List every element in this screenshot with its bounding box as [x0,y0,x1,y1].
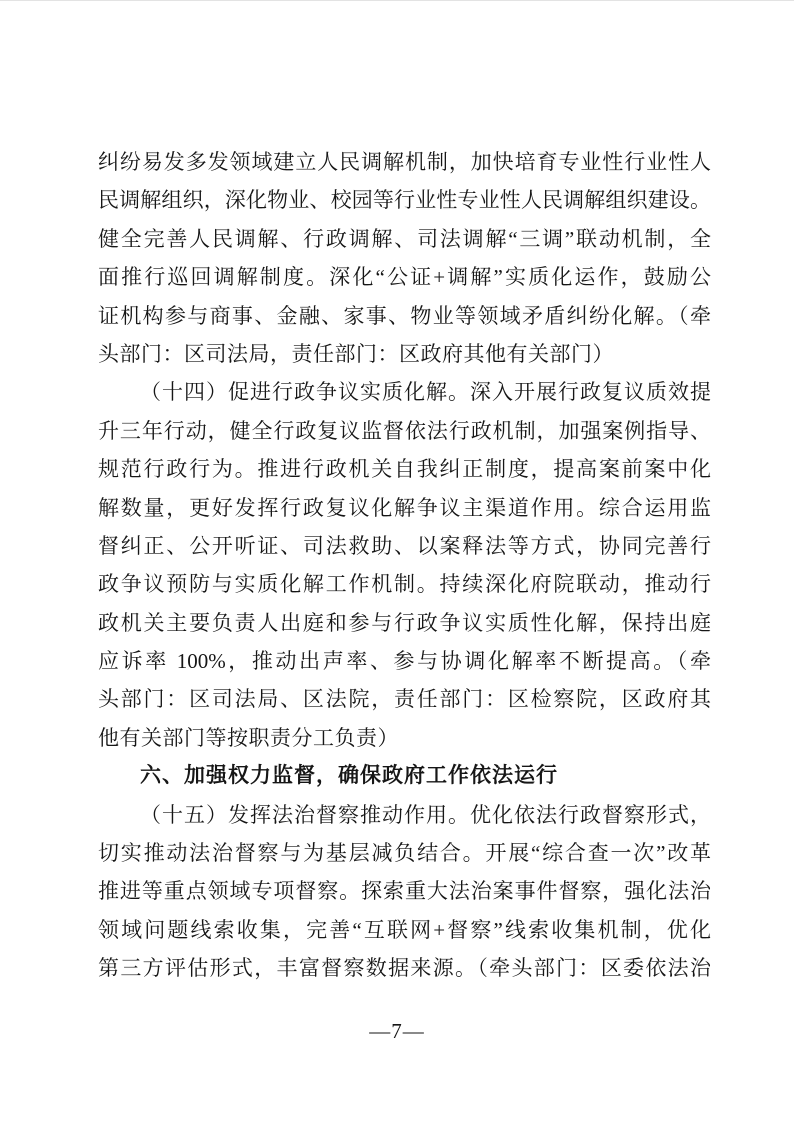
document-text-block [98,143,711,988]
section-heading-6 [98,757,711,795]
text-line: 规范行政行为。推进行政机关自我纠正制度，提高案前案中化 [98,457,711,482]
text-line [98,373,711,411]
text-line: 政机关主要负责人出庭和参与行政争议实质性化解，保持出庭 [98,610,711,635]
text-line: 纠纷易发多发领域建立人民调解机制，加快培育专业性行业性人 [98,150,711,174]
text-line: 推进等重点领域专项督察。探索重大法治案事件督察，强化法治 [98,879,711,904]
text-line: 升三年行动，健全行政复议监督依法行政机制，加强案例指导、 [98,418,711,443]
text-line: 证机构参与商事、金融、家事、物业等领域矛盾纠纷化解。（牵 [98,303,711,328]
paragraph-clause-15 [98,796,711,988]
text-line: 切实推动法治督察与为基层减负结合。开展“综合查一次”改革 [98,841,711,866]
text-line: 头部门：区司法局、区法院，责任部门：区检察院，区政府其 [98,687,711,712]
scan-edge-line [0,0,794,1]
text-line: 头部门：区司法局，责任部门：区政府其他有关部门） [98,341,614,366]
text-line: 政争议预防与实质化解工作机制。持续深化府院联动，推动行 [98,572,711,597]
clause-body-text: 优化依法行政督察形式， [470,802,711,827]
page-number: —7— [369,1019,425,1043]
text-line: 第三方评估形式，丰富督察数据来源。（牵头部门：区委依法治 [98,956,711,981]
text-line: 他有关部门等按职责分工负责） [98,725,399,750]
section-heading-line: 六、加强权力监督，确保政府工作依法运行 [140,764,558,788]
text-line: 解数量，更好发挥行政复议化解争议主渠道作用。综合运用监 [98,495,711,520]
text-line: 应诉率 100%，推动出声率、参与协调化解率不断提高。（牵 [98,649,711,674]
clause-body-text: 深入开展行政复议质效提 [470,380,711,405]
text-line: 督纠正、公开听证、司法救助、以案释法等方式，协同完善行 [98,533,711,558]
text-line: 面推行巡回调解制度。深化“公证+调解”实质化运作，鼓励公 [98,265,711,290]
text-line: 民调解组织，深化物业、校园等行业性专业性人民调解组织建设。 [98,188,711,213]
paragraph-continuation [98,143,711,373]
clause-title-text: （十五）发挥法治督察推动作用。 [140,802,470,827]
paragraph-clause-14 [98,373,711,757]
text-line [98,796,711,834]
clause-title-text: （十四）促进行政争议实质化解。 [140,380,470,405]
text-line: 领域问题线索收集，完善“互联网+督察”线索收集机制，优化 [98,917,711,942]
text-line: 健全完善人民调解、行政调解、司法调解“三调”联动机制，全 [98,226,711,251]
